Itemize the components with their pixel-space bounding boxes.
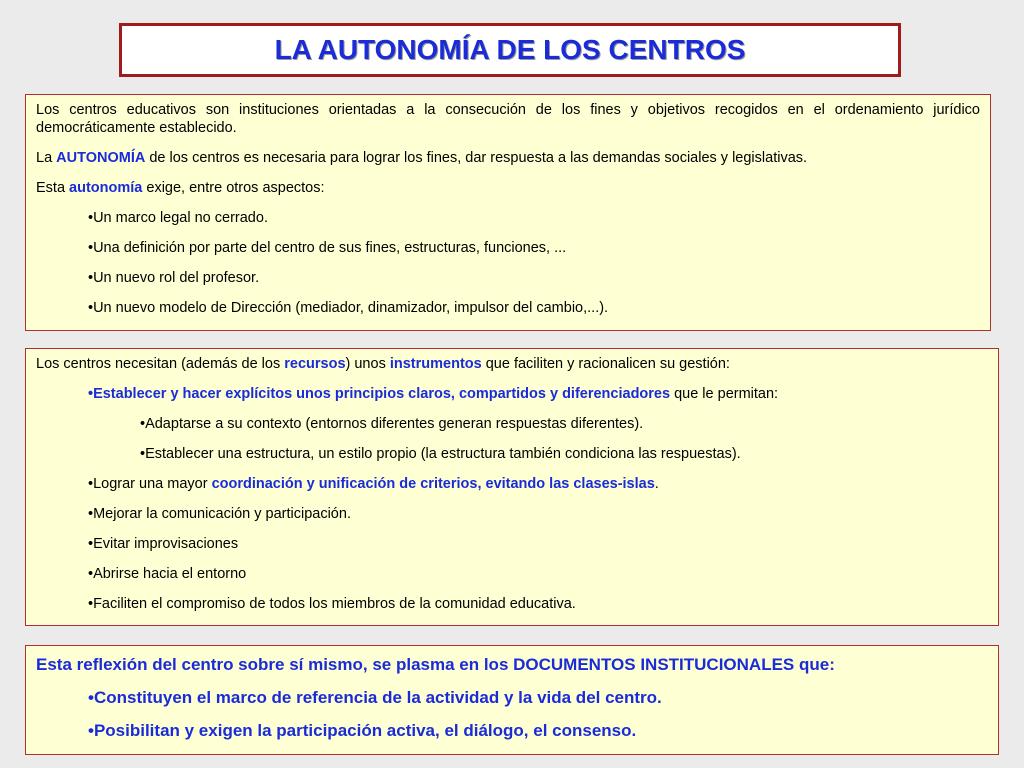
requires-paragraph bbox=[36, 179, 980, 197]
sub-bullet-item: •Establecer una estructura, un estilo propio (la estructura también condiciona las respuestas). bbox=[140, 446, 741, 462]
bullet-item bbox=[36, 385, 988, 403]
instruments-box bbox=[25, 348, 999, 626]
autonomy-box bbox=[25, 94, 991, 331]
page-title: LA AUTONOMÍA DE LOS CENTROS bbox=[274, 34, 746, 65]
instruments-intro bbox=[36, 355, 988, 373]
bullet-item: •Posibilitan y exigen la participación activa, el diálogo, el consenso. bbox=[88, 721, 637, 740]
bullet-item: •Un marco legal no cerrado. bbox=[88, 210, 268, 226]
highlight-coordinacion: coordinación y unificación de criterios, evitando las clases-islas bbox=[211, 476, 655, 492]
text-span: que faciliten y racionalicen su gestión: bbox=[481, 356, 730, 372]
text-span: •Lograr una mayor bbox=[88, 476, 212, 492]
text-span: Los centros necesitan (además de los bbox=[36, 356, 285, 372]
highlight-autonomia-lower: autonomía bbox=[69, 180, 143, 196]
text-span: que le permitan: bbox=[670, 386, 779, 402]
sub-bullet-item: •Adaptarse a su contexto (entornos diferentes generan respuestas diferentes). bbox=[140, 416, 644, 432]
highlight-autonomia: AUTONOMÍA bbox=[56, 150, 146, 166]
text-span: exige, entre otros aspectos: bbox=[142, 180, 325, 196]
bullet-item bbox=[36, 475, 988, 493]
bullet-item: •Evitar improvisaciones bbox=[88, 536, 239, 552]
bullet-item: •Mejorar la comunicación y participación. bbox=[88, 506, 351, 522]
text-span: Esta bbox=[36, 180, 70, 196]
text-span: La bbox=[36, 150, 57, 166]
highlight-principios: •Establecer y hacer explícitos unos principios claros, compartidos y diferenciadores bbox=[88, 386, 671, 402]
bullet-item: •Una definición por parte del centro de sus fines, estructuras, funciones, ... bbox=[88, 240, 567, 256]
bullet-item: •Abrirse hacia el entorno bbox=[88, 566, 247, 582]
text-span: . bbox=[654, 476, 659, 492]
highlight-recursos: recursos bbox=[284, 356, 346, 372]
bullet-item: •Faciliten el compromiso de todos los miembros de la comunidad educativa. bbox=[88, 596, 576, 612]
text-span: de los centros es necesaria para lograr los fines, dar respuesta a las demandas sociales y legislativas. bbox=[145, 150, 808, 166]
documents-box bbox=[25, 645, 999, 755]
documents-intro: Esta reflexión del centro sobre sí mismo, se plasma en los DOCUMENTOS INSTITUCIONALES que: bbox=[36, 655, 835, 674]
intro-paragraph: Los centros educativos son instituciones orientadas a la consecución de los fines y objetivos recogidos en el ordenamiento jurídico democráticamente establecido. bbox=[36, 102, 980, 136]
autonomy-paragraph bbox=[36, 149, 980, 167]
highlight-instrumentos: instrumentos bbox=[389, 356, 482, 372]
text-span: ) unos bbox=[345, 356, 390, 372]
title-box bbox=[119, 23, 901, 77]
bullet-item: •Constituyen el marco de referencia de la actividad y la vida del centro. bbox=[88, 688, 662, 707]
bullet-item: •Un nuevo rol del profesor. bbox=[88, 270, 260, 286]
bullet-item: •Un nuevo modelo de Dirección (mediador, dinamizador, impulsor del cambio,...). bbox=[88, 300, 609, 316]
